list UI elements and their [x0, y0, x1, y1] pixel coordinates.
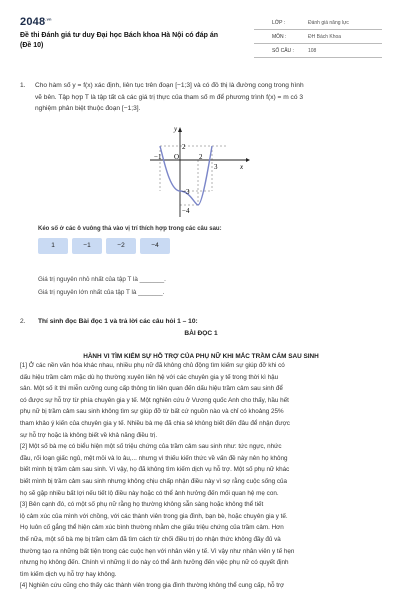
choice-chip-1[interactable]: 1	[38, 238, 68, 254]
exam-title-line1: Đề thi Đánh giá tư duy Đại học Bách khoa Hà Nội có đáp án	[20, 32, 218, 39]
info-key: LỚP :	[272, 20, 286, 26]
passage-line: [3] Bên cạnh đó, có một số phụ nữ rằng họ thường không sẵn sàng hoặc không thể tiết	[20, 501, 264, 509]
reading-title: BÀI ĐỌC 1	[184, 330, 218, 337]
passage-line: tìm kiếm dịch vụ hỗ trợ hay không.	[20, 570, 117, 578]
choice-chip-neg1[interactable]: −1	[72, 238, 102, 254]
three-x-label: 3	[214, 163, 218, 171]
question-number: 1.	[20, 82, 26, 89]
info-value: 108	[308, 48, 317, 54]
x-axis-arrow-icon	[246, 158, 250, 162]
answer-choices	[38, 238, 288, 254]
passage-line: đầu, rối loạn giấc ngủ, mệt mỏi và lo âu,... nhưng vì thiếu kiến thức về vấn đề này nên họ không	[20, 454, 288, 462]
info-row-class	[254, 16, 382, 30]
neg3-y-label: −3	[182, 188, 190, 196]
exam-info-table	[254, 16, 382, 58]
info-row-subject	[254, 30, 382, 44]
question-lead: Thí sinh đọc Bài đọc 1 và trả lời các câu hỏi 1 – 10:	[38, 318, 198, 325]
passage-line: [1] Ở các nền văn hóa khác nhau, nhiều phụ nữ đã không chủ động tìm kiếm sự giúp đỡ khi có	[20, 362, 285, 369]
exam-title-line2: (Đề 10)	[20, 42, 44, 49]
passage-line: tham khảo ý kiến của chuyên gia y tế. Nhiều bà mẹ đã chia sẻ không biết đến đâu để nhận được	[20, 419, 290, 427]
drag-instruction: Kéo số ở các ô vuông thả vào vị trí thích hợp trong các câu sau:	[38, 226, 222, 232]
passage-line: phụ nữ bị trầm cảm sau sinh không tìm sự giúp đỡ từ bất cứ nguồn nào và chỉ có khoảng 25%	[20, 408, 284, 416]
question-1	[20, 80, 382, 115]
answer-blank-max[interactable]: Giá trị nguyên lớn nhất của tập T là _______.	[38, 289, 165, 296]
passage-line: biết mình bị trầm cảm sau sinh. Vì vậy, họ đã không tìm kiếm dịch vụ hỗ trợ. Một số phụ nữ khác	[20, 466, 290, 474]
passage-line: sản. Một số ít thì miễn cưỡng cung cấp thông tin liên quan đến dấu hiệu trầm cảm sau sinh để	[20, 385, 283, 393]
question-line: nghiệm phân biệt thuộc đoạn [−1;3].	[35, 105, 141, 112]
function-curve	[160, 146, 212, 205]
passage-line: có được sự hỗ trợ từ phía chuyên gia y tế. Một nghiên cứu ở Vương quốc Anh cho thấy, hầu hết	[20, 396, 289, 404]
y-label: y	[174, 125, 178, 133]
two-y-label: 2	[182, 143, 186, 151]
passage-line: thế nữa, một số bà mẹ bị trầm cảm đã tìm cách từ chối điều trị do nhận thức không đầy đủ và	[20, 535, 281, 543]
logo-text: 2048	[20, 16, 46, 28]
answer-blank-min[interactable]: Giá trị nguyên nhỏ nhất của tập T là _______.	[38, 276, 166, 283]
reading-passage	[20, 360, 382, 592]
question-line: Cho hàm số y = f(x) xác định, liên tục trên đoạn [−1;3] và có đồ thị là đường cong trong hình	[35, 82, 304, 89]
passage-line: họ sẽ gặp nhiều bất lợi nếu tiết lộ điều này hoặc có thể ảnh hưởng đến mối quan hệ mẹ con.	[20, 489, 279, 497]
info-row-count	[254, 44, 382, 58]
choice-chip-neg4[interactable]: −4	[140, 238, 170, 254]
neg4-y-label: −4	[182, 207, 190, 215]
function-graph	[150, 125, 250, 220]
question-line: vẽ bên. Tập hợp T là tập tất cả các giá trị thực của tham số m để phương trình f(x) = m có 3	[35, 93, 303, 101]
passage-line: biết mình bị trầm cảm sau sinh nhưng không chịu chấp nhận điều này vì sợ rằng cuộc sống của	[20, 477, 288, 485]
header	[20, 14, 382, 60]
passage-line: Họ luôn cố gắng thể hiện cảm xúc bình thường nhằm che giấu triệu chứng của trầm cảm. Hơn	[20, 524, 284, 532]
two-x-label: 2	[199, 153, 203, 161]
exam-title	[20, 31, 252, 51]
origin-label: O	[174, 153, 180, 161]
site-logo[interactable]	[20, 16, 52, 28]
passage-line: [2] Một số bà mẹ có biểu hiện một số triệu chứng của trầm cảm sau sinh như: tức ngực, nhức	[20, 443, 282, 451]
question-number: 2.	[20, 318, 26, 325]
x-label: x	[240, 163, 244, 171]
info-value: Đánh giá năng lực	[308, 20, 349, 26]
passage-line: thường tạo ra những bất tiện trong các cuộc hẹn với nhân viên y tế. Vì vậy như nhân viên y tế hẹn	[20, 547, 295, 555]
logo-suffix: .vn	[45, 16, 52, 22]
info-value: ĐH Bách Khoa	[308, 34, 342, 40]
passage-line: sự hỗ trợ hoặc là không biết về khả năng điều trị.	[20, 431, 158, 439]
passage-title: HÀNH VI TÌM KIẾM SỰ HỖ TRỢ CỦA PHỤ NỮ KHI MẮC TRẦM CẢM SAU SINH	[83, 353, 319, 360]
info-key: MÔN :	[272, 34, 287, 40]
passage-line: nhưng họ không đến. Chính vì những lí do này có thể ảnh hưởng đến việc phụ nữ có quyết định	[20, 559, 289, 567]
passage-line: [4] Nghiên cứu cũng cho thấy các thành viên trong gia đình thường không thể cung cấp, hỗ trợ	[20, 582, 285, 590]
question-text	[35, 80, 382, 115]
passage-line: lộ cảm xúc của mình với chồng, với các thành viên trong gia đình, bạn bè, hoặc chuyên gia y tế.	[20, 512, 288, 520]
neg1-x-label: −1	[154, 153, 162, 161]
passage-line: dấu hiệu trầm cảm mặc dù họ thường xuyên liên hệ với các chuyên gia y tế trong thời kì hậu	[20, 373, 279, 381]
info-key: SỐ CÂU :	[272, 48, 294, 54]
choice-chip-neg2[interactable]: −2	[106, 238, 136, 254]
y-axis-arrow-icon	[178, 127, 182, 132]
